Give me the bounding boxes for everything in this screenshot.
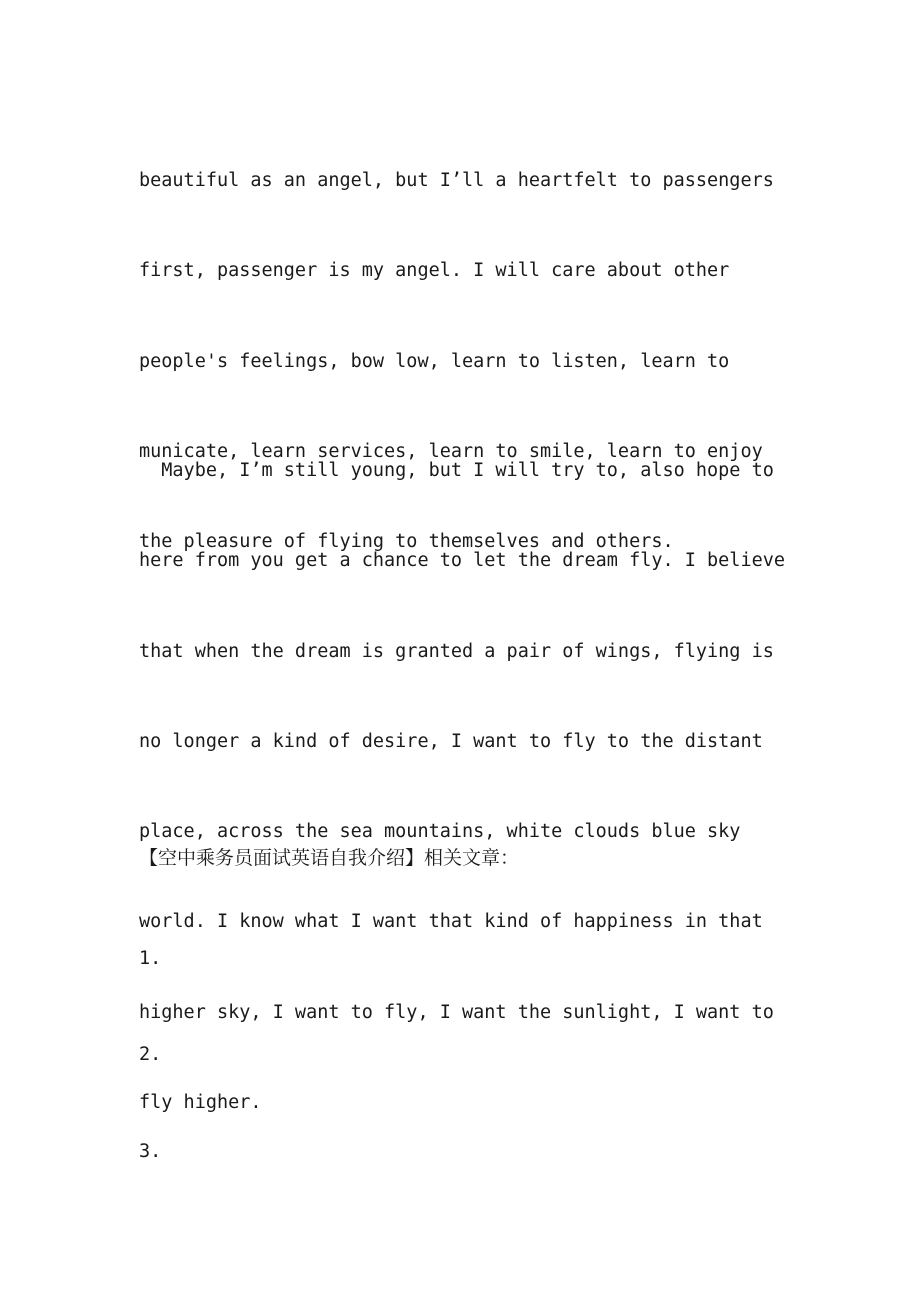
paragraph-2 — [139, 405, 799, 1169]
paragraph-line: place, across the sea mountains, white clouds blue sky — [139, 821, 741, 843]
related-article-item-2[interactable]: 2. — [139, 1044, 162, 1065]
paragraph-line: beautiful as an angel, but I’ll a heartfelt to passengers — [139, 170, 774, 191]
paragraph-line: municate, learn services, learn to smile, learn to enjoy — [139, 440, 763, 462]
related-article-item-3[interactable]: 3. — [139, 1141, 162, 1162]
paragraph-line: higher sky, I want to fly, I want the sunlight, I want to — [139, 1001, 774, 1023]
paragraph-line: here from you get a chance to let the dream fly. I believe — [139, 550, 786, 572]
paragraph-line: people's feelings, bow low, learn to listen, learn to — [139, 350, 730, 372]
paragraph-line: fly higher. — [139, 1092, 262, 1114]
paragraph-line: that when the dream is granted a pair of wings, flying is — [139, 640, 774, 662]
related-articles-heading: 【空中乘务员面试英语自我介绍】相关文章： — [139, 847, 520, 869]
paragraph-line: Maybe, I’m still young, but I will try to, also hope to — [139, 460, 774, 481]
paragraph-line: no longer a kind of desire, I want to fly to the distant — [139, 730, 763, 752]
paragraph-line: the pleasure of flying to themselves and others. — [139, 531, 674, 553]
paragraph-line: world. I know what I want that kind of happiness in that — [139, 911, 763, 933]
paragraph-line: first, passenger is my angel. I will care about other — [139, 260, 730, 282]
related-article-item-1[interactable]: 1. — [139, 948, 162, 969]
